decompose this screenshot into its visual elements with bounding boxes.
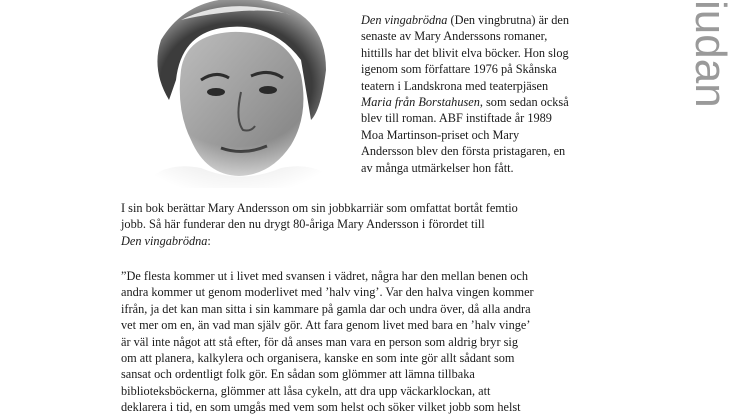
- quote-line: andra kommer ut genom moderlivet med ’halv ving’. Var den halva vingen kommer: [121, 285, 534, 300]
- play-title: Maria från Borstahusen: [361, 95, 480, 110]
- side-heading-text: iudan: [686, 0, 735, 108]
- quote-line: deklarera i tid, en som umgås med vem som helst och söker vilket jobb som helst: [121, 400, 521, 415]
- quote-line: ifrån, ja det kan man sitta i sin kammare på gamla dar och undra över, då alla andra: [121, 301, 531, 316]
- quote-line: sansat och ordentligt folk gör. En sådan som glömmer att lämna tillbaka: [121, 367, 475, 382]
- quote-line: vet mer om en, än vad man själv gör. Att fara genom livet med bara en ’halv vinge’: [121, 318, 531, 333]
- quote-paragraph: [121, 268, 681, 416]
- author-portrait: [121, 0, 351, 188]
- quote-line: ”De flesta kommer ut i livet med svansen i vädret, några har den mellan benen och: [121, 269, 529, 283]
- intro-paragraph: Den vingabrödna (Den vingbrutna) är den senaste av Mary Anderssons romaner, hittills har det blivit elva böcker. Hon slog igenom som författare 1976 på Skånska teatern i Landskrona med teaterpjäsen Maria från Borstahusen, som sedan också blev till roman. ABF instiftade år 1989 Moa Martinson-priset och Mary Andersson blev den första pristagaren, en av många utmärkelser hon fått.: [361, 13, 569, 175]
- quote-line: biblioteksböckerna, glömmer att låsa cykeln, att dra upp väckarklockan, att: [121, 383, 491, 398]
- book-title: Den vingabrödna: [361, 13, 448, 27]
- quote-line: om att planera, kalkylera och organisera, kanske en som inte gör allt sådant som: [121, 351, 515, 366]
- book-title: Den vingabrödna: [121, 233, 208, 248]
- career-paragraph: I sin bok berättar Mary Andersson om sin jobbkarriär som omfattat bortåt femtio jobb. Så här funderar den nu drygt 80-åriga Mary Andersson i förordet till Den vingabrödna:: [121, 201, 518, 248]
- side-heading: [683, 0, 743, 140]
- portrait-graphic: [121, 0, 351, 188]
- quote-line: är väl inte något att stå efter, för då anses man vara en person som aldrig bryr sig: [121, 334, 518, 349]
